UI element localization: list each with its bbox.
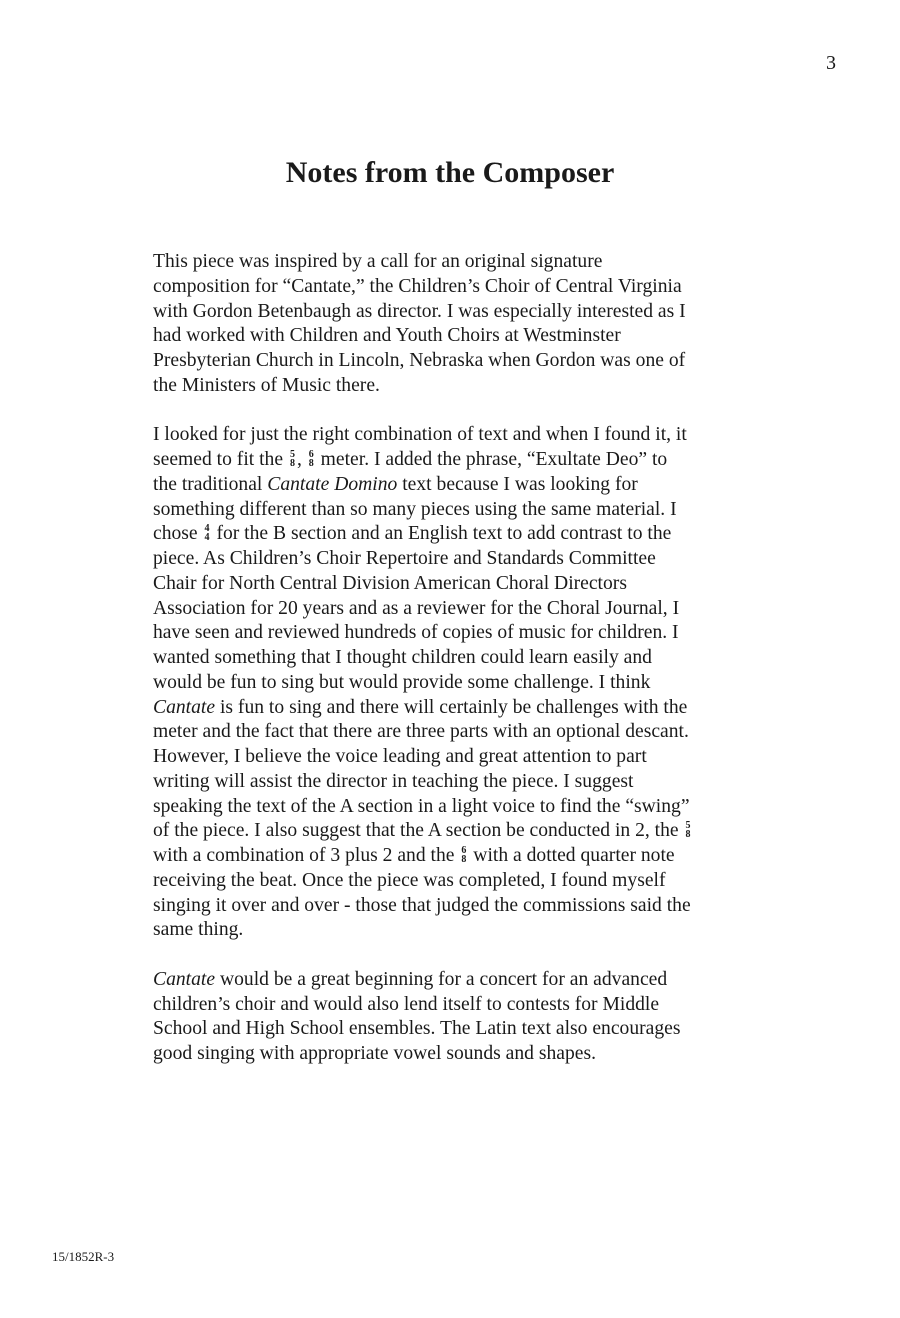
text-line: However, I believe the voice leading and great attention to part [153, 746, 647, 767]
text-line: composition for “Cantate,” the Children’s Choir of Central Virginia [153, 275, 682, 297]
text-line: wanted something that I thought children could learn easily and [153, 647, 652, 668]
time-signature-4-4: 4 4 [204, 523, 210, 544]
text-line: the Ministers of Music there. [153, 374, 380, 396]
text-line: same thing. [153, 919, 244, 941]
page-number: 3 [826, 52, 836, 74]
text-line: seemed to fit the 5 8 , 6 8 meter. I added the phrase, “Exultate Deo” to [153, 449, 668, 470]
time-signature-6-8: 6 8 [461, 845, 467, 865]
text-line: I looked for just the right combination of text and when I found it, it [153, 424, 687, 446]
text-line: something different than so many pieces using the same material. I [153, 498, 677, 520]
text-line: Cantate would be a great beginning for a concert for an advanced [153, 968, 668, 990]
text-line: receiving the beat. Once the piece was completed, I found myself [153, 869, 666, 891]
text-line: with a combination of 3 plus 2 and the 6 8 with a dotted quarter note [153, 845, 675, 866]
text-line: Association for 20 years and as a reviewer for the Choral Journal, I [153, 597, 680, 619]
title-cantate-domino: Cantate Domino [267, 473, 398, 495]
text-line: This piece was inspired by a call for an original signature [153, 251, 603, 272]
time-signature-5-8: 5 8 [685, 820, 691, 841]
time-signature-6-8: 6 8 [308, 449, 314, 469]
text-line: of the piece. I also suggest that the A section be conducted in 2, the 5 8 [153, 820, 691, 842]
text-line: writing will assist the director in teaching the piece. I suggest [153, 770, 634, 792]
text-line: would be fun to sing but would provide some challenge. I think [153, 671, 651, 693]
text-line: chose 4 4 for the B section and an English text to add contrast to the [153, 523, 672, 545]
text-line: speaking the text of the A section in a light voice to find the “swing” [153, 795, 690, 817]
title-cantate: Cantate [153, 968, 216, 990]
text-line: good singing with appropriate vowel sounds and shapes. [153, 1043, 596, 1064]
page-title: Notes from the Composer [285, 156, 615, 189]
text-line: have seen and reviewed hundreds of copies of music for children. I [153, 622, 679, 644]
text-line: Presbyterian Church in Lincoln, Nebraska when Gordon was one of [153, 350, 686, 371]
paragraph-3 [153, 968, 753, 1067]
text-line: had worked with Children and Youth Choirs at Westminster [153, 325, 621, 347]
text-line: children’s choir and would also lend itself to contests for Middle [153, 993, 660, 1015]
notes-body [153, 250, 753, 1092]
text-line: Chair for North Central Division American Choral Directors [153, 572, 627, 594]
text-line: with Gordon Betenbaugh as director. I was especially interested as I [153, 300, 686, 322]
catalog-number: 15/1852R-3 [52, 1249, 115, 1264]
text-line: the traditional Cantate Domino text because I was looking for [153, 473, 638, 495]
paragraph-2 [153, 423, 753, 943]
paragraph-1 [153, 250, 753, 399]
text-line: piece. As Children’s Choir Repertoire and Standards Committee [153, 548, 656, 569]
title-cantate: Cantate [153, 696, 216, 718]
text-line: singing it over and over - those that judged the commissions said the [153, 894, 691, 916]
text-line: Cantate is fun to sing and there will certainly be challenges with the [153, 696, 688, 718]
text-line: meter and the fact that there are three parts with an optional descant. [153, 721, 689, 743]
time-signature-5-8: 5 8 [289, 449, 295, 469]
text-line: School and High School ensembles. The Latin text also encourages [153, 1018, 681, 1040]
